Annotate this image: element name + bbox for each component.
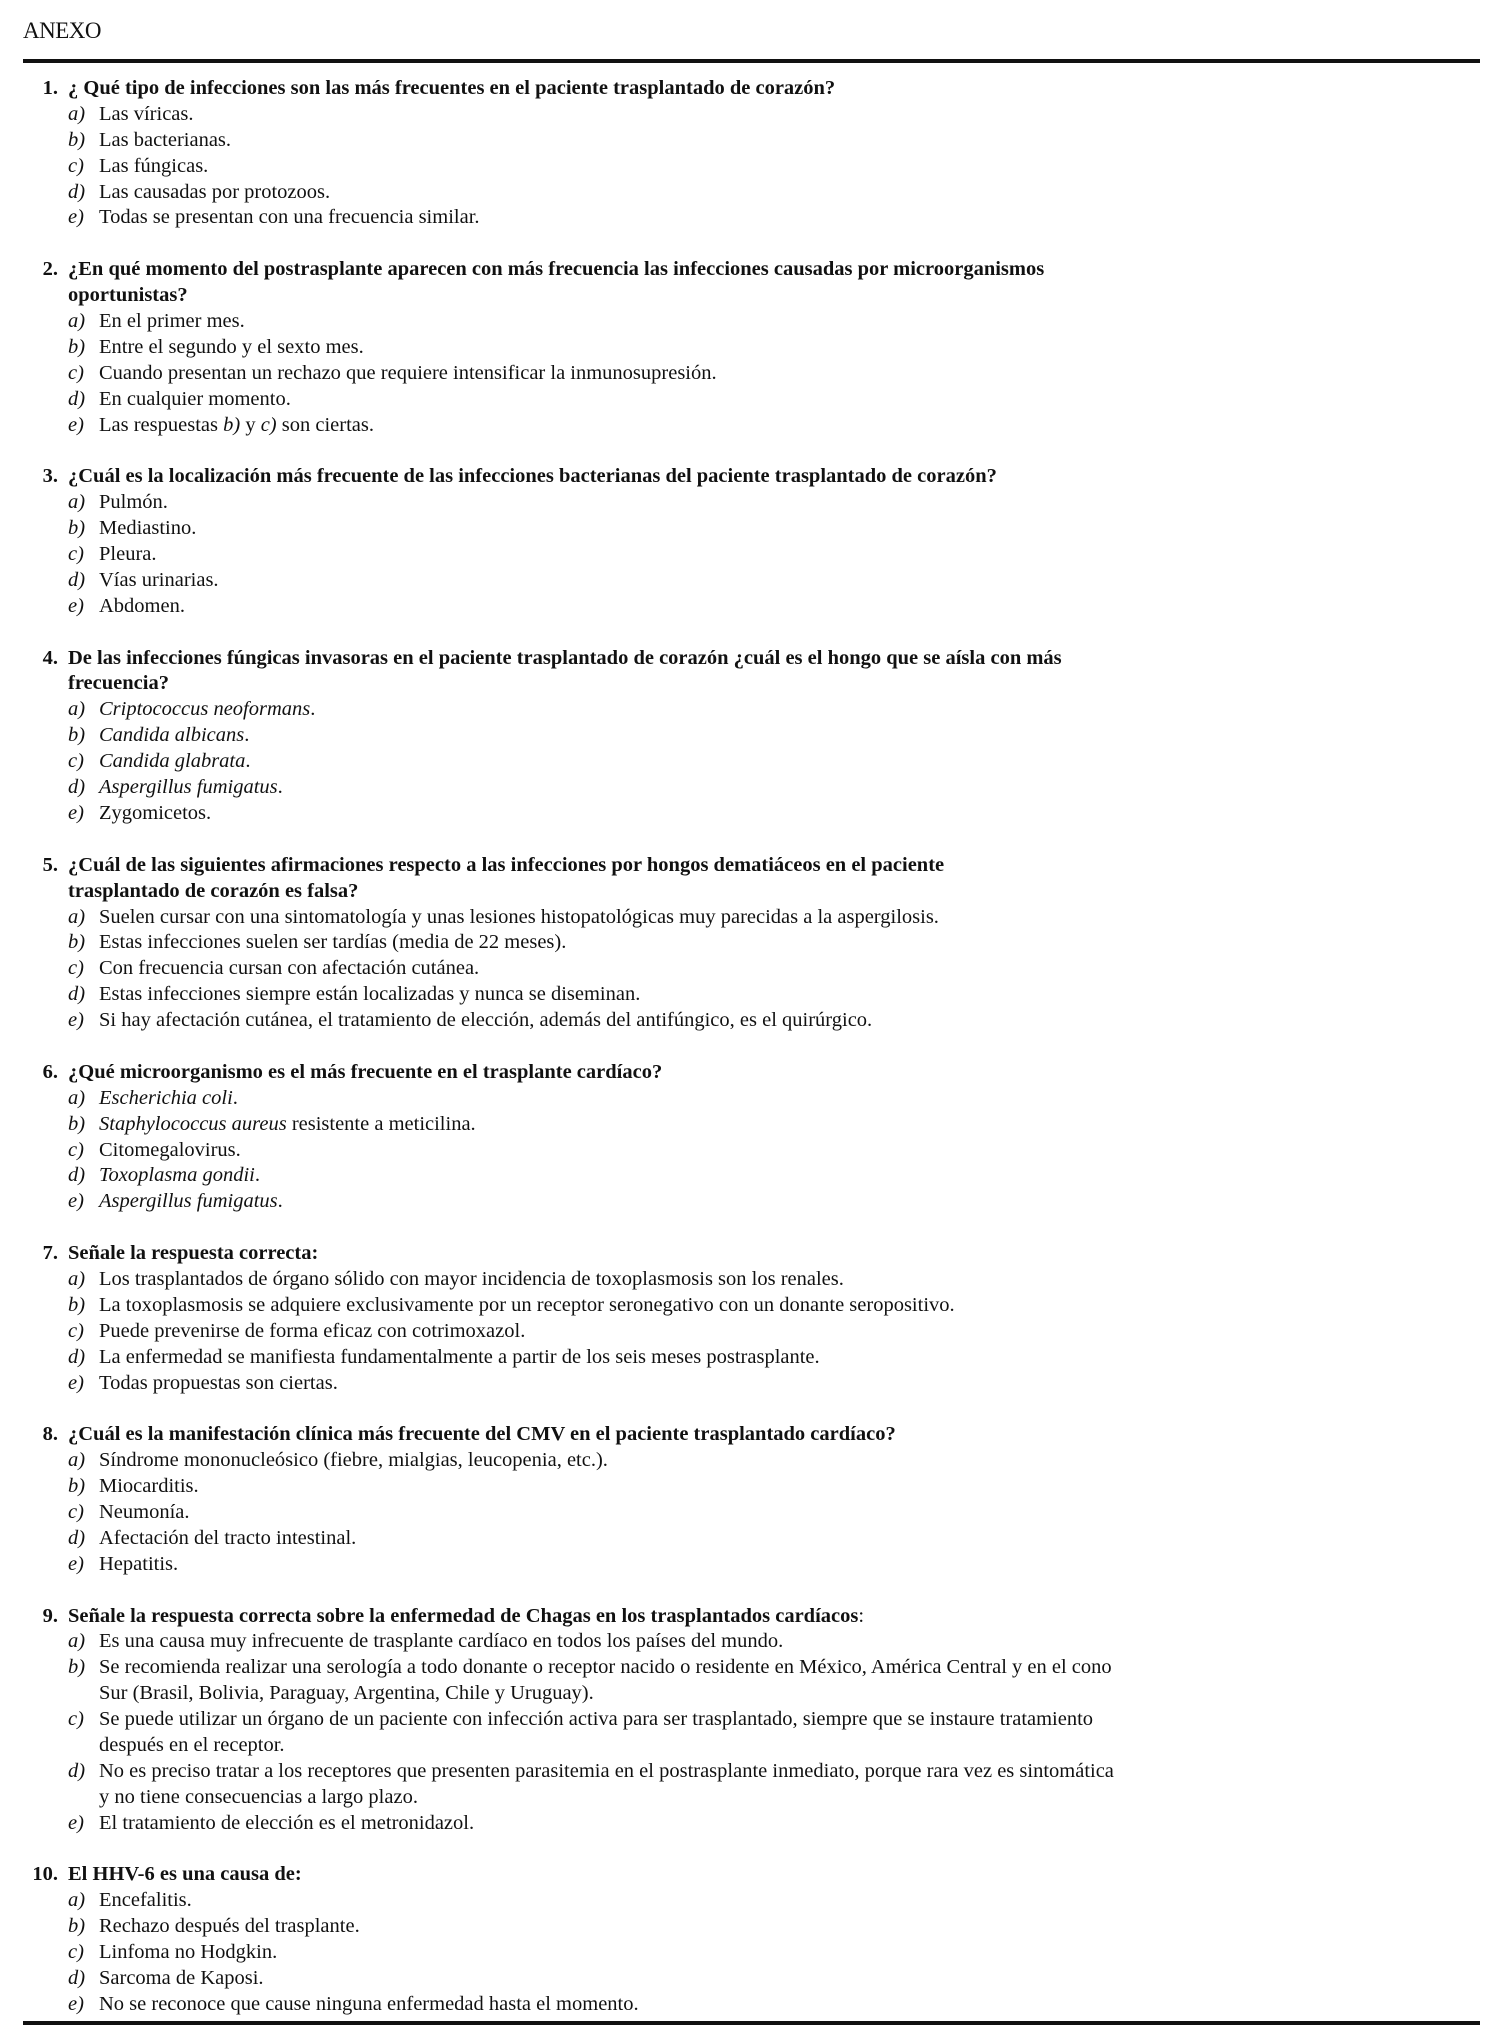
text-segment: No se reconoce que cause ninguna enfermedad hasta el momento.	[99, 1992, 639, 2015]
answer-option-line	[0, 775, 1503, 801]
answer-option-line	[0, 801, 1503, 827]
text-segment: ¿Cuál es la localización más frecuente de las infecciones bacterianas del paciente trasplantado de corazón?	[68, 465, 997, 488]
italic-text: Toxoplasma gondii	[99, 1164, 255, 1187]
question-number: 10.	[32, 1863, 58, 1886]
answer-option-line	[0, 1552, 1503, 1578]
answer-option-line	[0, 956, 1503, 982]
answer-option-line	[0, 542, 1503, 568]
option-letter: c)	[68, 361, 84, 384]
question-number: 9.	[42, 1604, 58, 1627]
question-text-line	[0, 853, 1503, 879]
text-segment: Estas infecciones suelen ser tardías (media de 22 meses).	[99, 931, 567, 954]
option-letter: b)	[68, 335, 86, 358]
option-letter: a)	[68, 310, 86, 333]
text-segment: Señale la respuesta correcta:	[68, 1242, 319, 1265]
question-number: 7.	[42, 1242, 58, 1265]
text-segment: .	[310, 698, 316, 721]
answer-option-line	[0, 102, 1503, 128]
answer-option-line	[0, 1086, 1503, 1112]
question-text-line	[0, 879, 1503, 905]
answer-option-line	[0, 309, 1503, 335]
option-letter: b)	[68, 517, 86, 540]
question-item	[0, 853, 1503, 1034]
option-letter: c)	[68, 1500, 84, 1523]
text-segment: Hepatitis.	[99, 1552, 179, 1575]
text-segment: Rechazo después del trasplante.	[99, 1915, 360, 1938]
text-segment: Linfoma no Hodgkin.	[99, 1941, 278, 1964]
answer-option-line	[0, 154, 1503, 180]
italic-text: Aspergillus fumigatus	[99, 776, 278, 799]
option-letter: e)	[68, 1811, 84, 1834]
answer-option-line	[0, 128, 1503, 154]
option-letter: d)	[68, 180, 86, 203]
italic-text: Escherichia coli	[99, 1086, 233, 1109]
option-letter: e)	[68, 1552, 84, 1575]
option-letter: a)	[68, 1449, 86, 1472]
option-letter: d)	[68, 568, 86, 591]
text-segment: ¿Cuál es la manifestación clínica más frecuente del CMV en el paciente trasplantado cardíaco?	[68, 1423, 896, 1446]
italic-text: Staphylococcus aureus	[99, 1112, 287, 1135]
option-letter: c)	[68, 957, 84, 980]
answer-option-line	[0, 1448, 1503, 1474]
question-item	[0, 1422, 1503, 1577]
option-letter: d)	[68, 1345, 86, 1368]
option-letter: a)	[68, 1630, 86, 1653]
question-number: 8.	[42, 1423, 58, 1446]
text-segment: resistente a meticilina.	[286, 1112, 476, 1135]
answer-option-line	[0, 905, 1503, 931]
option-letter: a)	[68, 1086, 86, 1109]
text-segment: .	[245, 750, 251, 773]
text-segment: Todas propuestas son ciertas.	[99, 1371, 338, 1394]
answer-option-line	[0, 387, 1503, 413]
text-segment: Las bacterianas.	[99, 128, 232, 151]
text-segment: y	[240, 413, 261, 436]
option-letter: c)	[68, 1138, 84, 1161]
question-item	[0, 646, 1503, 827]
option-letter: c)	[68, 1708, 84, 1731]
option-letter: c)	[68, 1941, 84, 1964]
text-segment: Afectación del tracto intestinal.	[99, 1526, 357, 1549]
answer-option-line	[0, 1888, 1503, 1914]
answer-option-line	[0, 568, 1503, 594]
option-letter: b)	[68, 1656, 86, 1679]
option-letter: a)	[68, 102, 86, 125]
top-divider	[23, 59, 1480, 63]
text-segment: Citomegalovirus.	[99, 1138, 241, 1161]
question-number: 6.	[42, 1060, 58, 1083]
option-letter: d)	[68, 1164, 86, 1187]
answer-option-line	[0, 1681, 1503, 1707]
question-item	[0, 1604, 1503, 1837]
section-title: ANEXO	[23, 18, 101, 43]
answer-option-line	[0, 1629, 1503, 1655]
option-letter: d)	[68, 387, 86, 410]
text-segment: Encefalitis.	[99, 1889, 192, 1912]
option-letter: d)	[68, 1759, 86, 1782]
option-letter: b)	[68, 1915, 86, 1938]
answer-option-line	[0, 1319, 1503, 1345]
italic-text: Criptococcus neoformans	[99, 698, 311, 721]
option-letter: e)	[68, 413, 84, 436]
text-segment: El HHV-6 es una causa de:	[68, 1863, 302, 1886]
answer-option-line	[0, 749, 1503, 775]
answer-option-line	[0, 982, 1503, 1008]
italic-text: Candida albicans	[99, 724, 245, 747]
text-segment: .	[254, 1164, 260, 1187]
answer-option-line	[0, 1914, 1503, 1940]
answer-option-line	[0, 516, 1503, 542]
option-letter: b)	[68, 724, 86, 747]
answer-option-line	[0, 1189, 1503, 1215]
text-segment: ¿Cuál de las siguientes afirmaciones respecto a las infecciones por hongos dematiáceos en el paciente	[68, 853, 945, 876]
answer-option-line	[0, 490, 1503, 516]
text-segment: Si hay afectación cutánea, el tratamiento de elección, además del antifúngico, es el quirúrgico.	[99, 1009, 873, 1032]
text-segment: Suelen cursar con una sintomatología y unas lesiones histopatológicas muy parecidas a la aspergilosis.	[99, 905, 939, 928]
answer-option-line	[0, 1500, 1503, 1526]
text-segment: Pleura.	[99, 543, 157, 566]
answer-option-line	[0, 180, 1503, 206]
italic-text: Aspergillus fumigatus	[99, 1190, 278, 1213]
text-segment: Es una causa muy infrecuente de trasplante cardíaco en todos los países del mundo.	[99, 1630, 784, 1653]
text-segment: ¿ Qué tipo de infecciones son las más frecuentes en el paciente trasplantado de corazón?	[68, 77, 836, 99]
text-segment: frecuencia?	[68, 672, 169, 695]
option-letter: d)	[68, 983, 86, 1006]
question-number: 4.	[42, 646, 58, 669]
question-text-line	[0, 1422, 1503, 1448]
text-segment: Sur (Brasil, Bolivia, Paraguay, Argentina, Chile y Uruguay).	[99, 1682, 594, 1705]
text-segment: Las fúngicas.	[99, 154, 209, 177]
text-segment: Puede prevenirse de forma eficaz con cotrimoxazol.	[99, 1319, 526, 1342]
answer-option-line	[0, 1707, 1503, 1733]
answer-option-line	[0, 1811, 1503, 1837]
answer-option-line	[0, 723, 1503, 749]
question-number: 5.	[42, 853, 58, 876]
text-segment: ¿En qué momento del postrasplante aparecen con más frecuencia las infecciones causadas por microorganismos	[68, 258, 1045, 281]
text-segment: La toxoplasmosis se adquiere exclusivamente por un receptor seronegativo con un donante seropositivo.	[99, 1293, 955, 1316]
text-segment: Miocarditis.	[99, 1475, 199, 1498]
option-letter: a)	[68, 698, 86, 721]
text-segment: Las causadas por protozoos.	[99, 180, 331, 203]
text-segment: No es preciso tratar a los receptores que presenten parasitemia en el postrasplante inmediato, porque rara vez es sintomática	[99, 1759, 1114, 1782]
text-segment: Síndrome mononucleósico (fiebre, mialgias, leucopenia, etc.).	[99, 1449, 608, 1472]
answer-option-line	[0, 1940, 1503, 1966]
text-segment: Señale la respuesta correcta sobre la enfermedad de Chagas en los trasplantados cardíacos	[68, 1604, 859, 1627]
text-segment: Pulmón.	[99, 491, 168, 514]
option-letter: e)	[68, 1371, 84, 1394]
question-item	[0, 464, 1503, 619]
option-letter: b)	[68, 931, 86, 954]
text-segment: De las infecciones fúngicas invasoras en el paciente trasplantado de corazón ¿cuál es el hongo que se aísla con más	[68, 646, 1062, 669]
text-segment: Vías urinarias.	[99, 568, 219, 591]
option-letter: d)	[68, 776, 86, 799]
question-text-line	[0, 1862, 1503, 1888]
text-segment: Estas infecciones siempre están localizadas y nunca se diseminan.	[99, 983, 641, 1006]
question-item	[0, 257, 1503, 438]
text-segment: Los trasplantados de órgano sólido con mayor incidencia de toxoplasmosis son los renales.	[99, 1267, 844, 1290]
answer-option-line	[0, 697, 1503, 723]
text-segment: oportunistas?	[68, 284, 188, 307]
option-letter: b)	[68, 1475, 86, 1498]
question-text-line	[0, 646, 1503, 672]
bottom-divider	[23, 2021, 1480, 2025]
answer-option-line	[0, 205, 1503, 231]
option-letter: b)	[68, 1112, 86, 1135]
text-segment: Abdomen.	[99, 594, 185, 617]
option-letter: e)	[68, 1992, 84, 2015]
question-number: 3.	[42, 465, 58, 488]
option-letter: b)	[68, 128, 86, 151]
option-letter: e)	[68, 801, 84, 824]
text-segment: Las víricas.	[99, 102, 194, 125]
text-segment: La enfermedad se manifiesta fundamentalmente a partir de los seis meses postrasplante.	[99, 1345, 820, 1368]
answer-option-line	[0, 1474, 1503, 1500]
text-segment: trasplantado de corazón es falsa?	[68, 879, 359, 902]
text-segment: Neumonía.	[99, 1500, 190, 1523]
text-segment: Todas se presentan con una frecuencia similar.	[99, 206, 480, 229]
option-letter: d)	[68, 1967, 86, 1990]
text-segment: Mediastino.	[99, 517, 197, 540]
option-letter: a)	[68, 1267, 86, 1290]
answer-option-line	[0, 335, 1503, 361]
text-segment: son ciertas.	[276, 413, 374, 436]
option-letter: e)	[68, 1009, 84, 1032]
question-item	[0, 76, 1503, 231]
italic-text: b)	[223, 413, 241, 436]
text-segment: Se puede utilizar un órgano de un paciente con infección activa para ser trasplantado, siempre que se instaure tratamiento	[99, 1708, 1094, 1731]
option-letter: c)	[68, 154, 84, 177]
text-segment: ¿Qué microorganismo es el más frecuente en el trasplante cardíaco?	[68, 1060, 663, 1083]
answer-option-line	[0, 1371, 1503, 1397]
question-text-line	[0, 76, 1503, 102]
question-text-line	[0, 257, 1503, 283]
italic-text: c)	[260, 413, 277, 436]
question-item	[0, 1060, 1503, 1215]
question-number: 1.	[42, 77, 58, 99]
text-segment: Las respuestas	[99, 413, 224, 436]
text-segment: El tratamiento de elección es el metronidazol.	[99, 1811, 475, 1834]
text-segment: Cuando presentan un rechazo que requiere intensificar la inmunosupresión.	[99, 361, 717, 384]
option-letter: e)	[68, 1190, 84, 1213]
question-text-line	[0, 464, 1503, 490]
text-segment: En el primer mes.	[99, 310, 245, 333]
option-letter: d)	[68, 1526, 86, 1549]
option-letter: c)	[68, 750, 84, 773]
option-letter: e)	[68, 206, 84, 229]
text-segment: :	[858, 1604, 865, 1627]
answer-option-line	[0, 1163, 1503, 1189]
answer-option-line	[0, 1293, 1503, 1319]
question-text-line	[0, 1604, 1503, 1630]
question-text-line	[0, 283, 1503, 309]
answer-option-line	[0, 1966, 1503, 1992]
text-segment: .	[277, 1190, 283, 1213]
answer-option-line	[0, 1785, 1503, 1811]
question-text-line	[0, 1060, 1503, 1086]
question-text-line	[0, 671, 1503, 697]
answer-option-line	[0, 413, 1503, 439]
option-letter: a)	[68, 905, 86, 928]
question-text-line	[0, 1241, 1503, 1267]
question-item	[0, 1862, 1503, 2017]
answer-option-line	[0, 361, 1503, 387]
answer-option-line	[0, 594, 1503, 620]
text-segment: y no tiene consecuencias a largo plazo.	[99, 1785, 418, 1808]
answer-option-line	[0, 1526, 1503, 1552]
answer-option-line	[0, 930, 1503, 956]
answer-option-line	[0, 1138, 1503, 1164]
option-letter: c)	[68, 543, 84, 566]
answer-option-line	[0, 1759, 1503, 1785]
text-segment: .	[244, 724, 250, 747]
option-letter: b)	[68, 1293, 86, 1316]
answer-option-line	[0, 1345, 1503, 1371]
answer-option-line	[0, 1267, 1503, 1293]
answer-option-line	[0, 1655, 1503, 1681]
option-letter: a)	[68, 1889, 86, 1912]
text-segment: Sarcoma de Kaposi.	[99, 1967, 264, 1990]
option-letter: a)	[68, 491, 86, 514]
text-segment: Con frecuencia cursan con afectación cutánea.	[99, 957, 480, 980]
question-list	[0, 76, 1503, 2044]
answer-option-line	[0, 1112, 1503, 1138]
text-segment: Entre el segundo y el sexto mes.	[99, 335, 364, 358]
text-segment: .	[277, 776, 283, 799]
text-segment: Se recomienda realizar una serología a todo donante o receptor nacido o residente en México, América Central y en el cono	[99, 1656, 1112, 1679]
answer-option-line	[0, 1992, 1503, 2018]
text-segment: Zygomicetos.	[99, 801, 212, 824]
question-item	[0, 1241, 1503, 1396]
option-letter: e)	[68, 594, 84, 617]
question-number: 2.	[42, 258, 58, 281]
text-segment: En cualquier momento.	[99, 387, 291, 410]
answer-option-line	[0, 1733, 1503, 1759]
answer-option-line	[0, 1008, 1503, 1034]
italic-text: Candida glabrata	[99, 750, 246, 773]
option-letter: c)	[68, 1319, 84, 1342]
text-segment: después en el receptor.	[99, 1734, 285, 1756]
text-segment: .	[232, 1086, 238, 1109]
